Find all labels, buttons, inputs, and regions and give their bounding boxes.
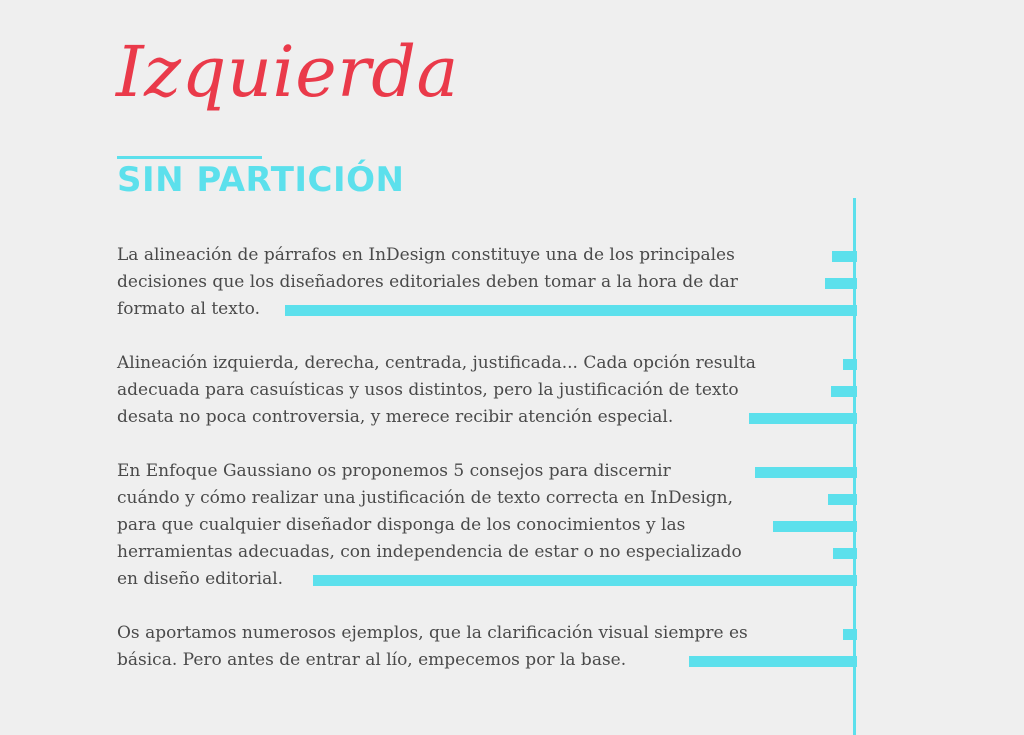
text-line (117, 269, 857, 296)
rag-indicator-bar (749, 413, 857, 424)
text-line (117, 377, 857, 404)
subtitle-rule (117, 156, 262, 159)
paragraph (117, 350, 857, 431)
paragraph (117, 242, 857, 323)
text-line (117, 350, 857, 377)
line-text: En Enfoque Gaussiano os proponemos 5 consejos para discernir (117, 461, 671, 481)
paragraph (117, 620, 857, 674)
rag-indicator-bar (285, 305, 857, 316)
text-line (117, 620, 857, 647)
text-line (117, 539, 857, 566)
line-text: en diseño editorial. (117, 569, 284, 589)
rag-indicator-bar (825, 278, 857, 289)
line-text: para que cualquier diseñador disponga de los conocimientos y las (117, 515, 686, 535)
paragraph (117, 458, 857, 593)
line-text: adecuada para casuísticas y usos distintos, pero la justificación de texto (117, 380, 739, 400)
line-text: herramientas adecuadas, con independencia de estar o no especializado (117, 542, 742, 562)
line-text: cuándo y cómo realizar una justificación de texto correcta en InDesign, (117, 488, 734, 508)
rag-indicator-bar (773, 521, 857, 532)
rag-indicator-bar (689, 656, 857, 667)
line-text: básica. Pero antes de entrar al lío, empecemos por la base. (117, 650, 627, 670)
line-text: Os aportamos numerosos ejemplos, que la clarificación visual siempre es (117, 623, 748, 643)
text-line (117, 242, 857, 269)
text-line (117, 296, 857, 323)
line-text: La alineación de párrafos en InDesign constituye una de los principales (117, 245, 735, 265)
text-line (117, 566, 857, 593)
line-text: Alineación izquierda, derecha, centrada, justificada... Cada opción resulta (117, 353, 756, 373)
line-text: desata no poca controversia, y merece recibir atención especial. (117, 407, 674, 427)
text-line (117, 404, 857, 431)
rag-indicator-bar (843, 629, 857, 640)
rag-indicator-bar (831, 386, 857, 397)
rag-indicator-bar (828, 494, 857, 505)
rag-indicator-bar (755, 467, 857, 478)
line-text: formato al texto. (117, 299, 261, 319)
rag-indicator-bar (313, 575, 857, 586)
text-line (117, 647, 857, 674)
section-subtitle: SIN PARTICIÓN (117, 160, 405, 200)
rag-indicator-bar (843, 359, 857, 370)
text-line (117, 485, 857, 512)
text-line (117, 512, 857, 539)
rag-indicator-bar (832, 251, 857, 262)
line-text: decisiones que los diseñadores editoriales deben tomar a la hora de dar (117, 272, 738, 292)
rag-indicator-bar (833, 548, 857, 559)
text-line (117, 458, 857, 485)
page-title: Izquierda (116, 31, 459, 113)
